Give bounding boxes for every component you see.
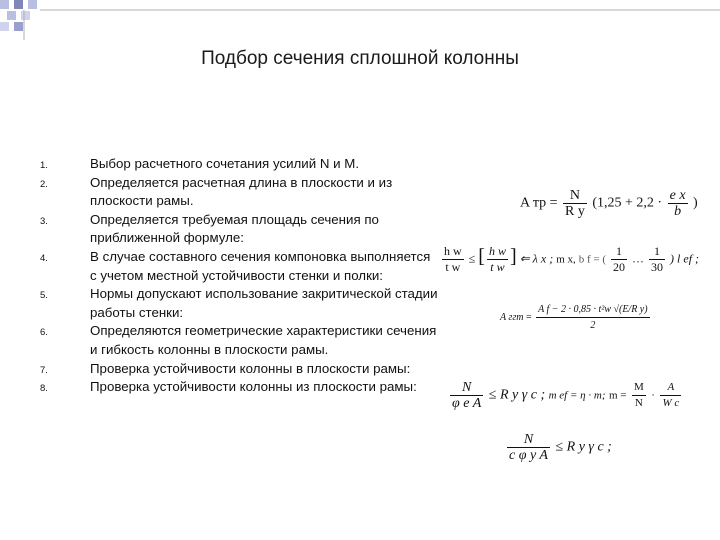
item-number: 6. — [40, 327, 48, 339]
formula-m: m x, — [556, 253, 576, 266]
formula-web-stability: $\frac{\text{h w}}{\text{t w}}$ ≤ [ $\frac{\text{h w}}{\text{t w}}$ ] ⇐ λ x ; m x, b f = ( $\frac{1}{20}$ … $\frac{1}{30}$ ) l ef ; — [444, 244, 700, 274]
list-item — [40, 378, 440, 397]
formula-lhs: A тр = — [520, 195, 558, 211]
fraction — [536, 302, 649, 333]
formula-required-area — [520, 188, 698, 219]
numerator: 1 — [611, 244, 627, 260]
fraction — [649, 244, 665, 275]
denominator: R y — [565, 204, 585, 219]
numerator: 1 — [649, 244, 665, 260]
deco-square — [0, 22, 9, 31]
formula-outplane-check — [505, 432, 612, 463]
item-text: Проверка устойчивости колонны из плоскости рамы: — [90, 379, 417, 395]
numerator: h w — [444, 244, 462, 258]
formula-tail: ) l ef ; — [670, 251, 700, 266]
denominator: t w — [490, 260, 505, 274]
steps-list — [40, 155, 440, 397]
item-text: Нормы допускают использование закритической стадии работы стенки: — [90, 286, 438, 320]
formula-m: m = — [608, 389, 627, 402]
item-text: Определяется требуемая площадь сечения по приближенной формуле: — [90, 211, 379, 246]
numerator: e x — [669, 188, 686, 203]
item-text: Выбор расчетного сочетания усилий N и M. — [90, 156, 360, 171]
item-text: В случае составного сечения компоновка выполняется с учетом местной устойчивости стенки и полки: — [90, 248, 431, 283]
item-text: Определяются геометрические характеристики сечения и гибкость колонны в плоскости рамы. — [90, 323, 437, 357]
formula-relation: ≤ R y γ c ; — [488, 387, 546, 403]
page-title: Подбор сечения сплошной колонны — [201, 48, 519, 69]
list-item — [40, 360, 440, 379]
denominator: φ e A — [452, 396, 482, 411]
list-item — [40, 285, 440, 322]
numerator: A f − 2 · 0,85 · t²w √(E/R y) — [536, 302, 649, 318]
formula-effective-area — [500, 302, 652, 333]
item-text: Определяется расчетная длина в плоскости и из плоскости рамы. — [90, 174, 393, 209]
formula-mef: m ef = η · m; — [548, 389, 606, 402]
numerator: N — [563, 188, 587, 204]
list-item — [40, 174, 440, 211]
denominator: W c — [662, 397, 680, 409]
fraction — [507, 432, 550, 463]
numerator: h w — [488, 244, 506, 258]
fraction — [632, 380, 646, 411]
corner-decoration — [0, 0, 720, 40]
deco-square — [21, 11, 30, 20]
equals-sign: = — [525, 311, 532, 323]
denominator: N — [634, 397, 643, 409]
list-item — [40, 155, 440, 174]
denominator: b — [674, 204, 682, 219]
numerator: N — [507, 432, 550, 448]
formula-relation: ≤ — [468, 251, 476, 266]
numerator: N — [450, 380, 483, 396]
formula-mid: · — [651, 389, 655, 402]
item-number: 2. — [40, 178, 48, 190]
deco-square — [14, 0, 23, 9]
formula-rhs: ⇐ λ x ; — [519, 251, 554, 266]
numerator: M — [632, 380, 646, 396]
formula-inplane-check — [448, 380, 683, 411]
list-item — [40, 248, 440, 285]
denominator: c φ y A — [509, 448, 548, 463]
denominator: t w — [445, 260, 461, 274]
item-number: 1. — [40, 160, 48, 171]
fraction — [487, 244, 508, 275]
formula-mid: (1,25 + 2,2 · — [592, 195, 663, 211]
formula-dots: … — [632, 251, 645, 266]
item-number: 5. — [40, 290, 48, 302]
item-number: 8. — [40, 383, 48, 395]
deco-square — [7, 11, 16, 20]
numerator: A — [660, 380, 681, 396]
fraction — [611, 244, 627, 275]
item-number: 7. — [40, 364, 48, 376]
list-item — [40, 322, 440, 359]
deco-square — [14, 22, 23, 31]
item-number: 3. — [40, 215, 48, 227]
deco-square — [28, 0, 37, 9]
formula-end: ) — [693, 195, 698, 211]
item-number: 4. — [40, 252, 48, 264]
formula-lhs: A ггт — [500, 311, 524, 323]
denominator: 2 — [590, 320, 596, 331]
fraction — [660, 380, 681, 411]
fraction — [442, 244, 464, 275]
formula-relation: ≤ R y γ c ; — [555, 439, 612, 455]
fraction — [668, 188, 688, 219]
denominator: 30 — [651, 260, 664, 274]
fraction — [563, 188, 587, 219]
fraction — [450, 380, 483, 411]
formula-bf: b f = ( — [578, 253, 607, 266]
item-text: Проверка устойчивости колонны в плоскости рамы: — [90, 360, 411, 376]
deco-square — [0, 0, 9, 9]
denominator: 20 — [613, 260, 626, 274]
list-item — [40, 211, 440, 248]
